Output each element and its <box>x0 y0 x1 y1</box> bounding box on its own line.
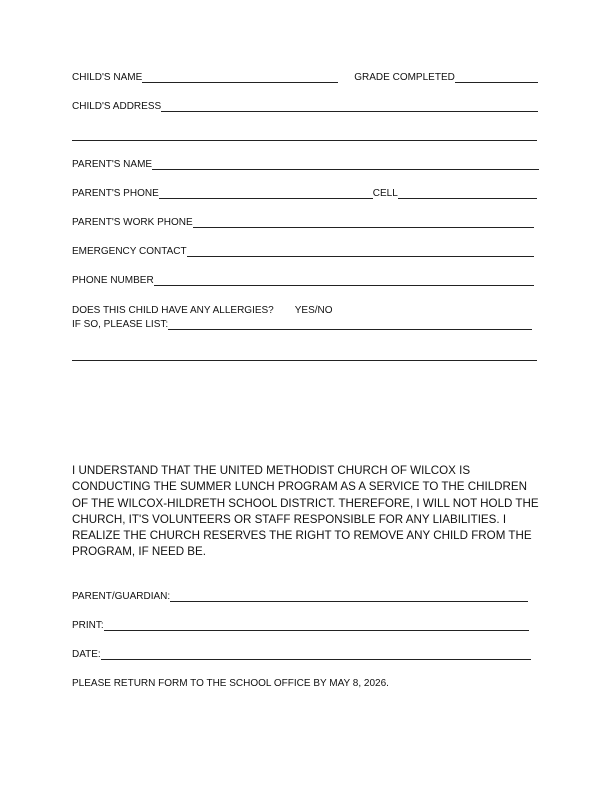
print-row <box>72 620 529 632</box>
print-field[interactable] <box>104 620 529 631</box>
allergies-list-label: IF SO, PLEASE LIST: <box>72 319 169 330</box>
allergies-list-field-2[interactable] <box>72 350 537 361</box>
parent-name-field[interactable] <box>152 159 539 170</box>
child-name-row <box>72 72 538 84</box>
child-address-row-2 <box>72 130 537 142</box>
child-address-row <box>72 101 538 113</box>
work-phone-label: PARENT'S WORK PHONE <box>72 217 193 228</box>
waiver-text: I UNDERSTAND THAT THE UNITED METHODIST CHURCH OF WILCOX IS CONDUCTING THE SUMMER LUNCH PROGRAM AS A SERVICE TO THE CHILDREN OF THE WILCOX-HILDRETH SCHOOL DISTRICT. THEREFORE, I WILL NOT HOLD THE CHURCH, IT'S VOLUNTEERS OR STAFF RESPONSIBLE FOR ANY LIABILITIES. I REALIZE THE CHURCH RESERVES THE RIGHT TO REMOVE ANY CHILD FROM THE PROGRAM, IF NEED BE. <box>72 464 539 559</box>
grade-completed-field[interactable] <box>455 72 538 83</box>
work-phone-row <box>72 217 534 229</box>
return-note: PLEASE RETURN FORM TO THE SCHOOL OFFICE BY MAY 8, 2026. <box>72 678 389 689</box>
cell-label: CELL <box>372 188 398 199</box>
phone-number-field[interactable] <box>154 275 534 286</box>
parent-name-row <box>72 159 539 171</box>
date-field[interactable] <box>101 649 531 660</box>
child-address-label: CHILD'S ADDRESS <box>72 101 162 112</box>
emergency-contact-label: EMERGENCY CONTACT <box>72 246 187 257</box>
parent-guardian-field[interactable] <box>170 591 528 602</box>
allergies-list-row-2 <box>72 350 537 362</box>
cell-field[interactable] <box>398 188 537 199</box>
allergies-question: DOES THIS CHILD HAVE ANY ALLERGIES? <box>72 305 274 316</box>
parent-guardian-row <box>72 591 528 603</box>
phone-number-label: PHONE NUMBER <box>72 275 154 286</box>
date-row <box>72 649 531 661</box>
emergency-contact-row <box>72 246 534 258</box>
child-name-label: CHILD'S NAME <box>72 72 143 83</box>
child-name-field[interactable] <box>142 72 338 83</box>
allergies-list-field[interactable] <box>168 319 532 330</box>
allergies-yes-no[interactable]: YES/NO <box>294 305 333 316</box>
parent-phone-row <box>72 188 537 200</box>
parent-guardian-label: PARENT/GUARDIAN: <box>72 591 171 602</box>
print-label: PRINT: <box>72 620 104 631</box>
parent-phone-field[interactable] <box>159 188 373 199</box>
parent-phone-label: PARENT'S PHONE <box>72 188 159 199</box>
allergies-list-row <box>72 319 532 331</box>
child-address-field[interactable] <box>161 101 538 112</box>
date-label: DATE: <box>72 649 101 660</box>
grade-completed-label: GRADE COMPLETED <box>354 72 455 83</box>
phone-number-row <box>72 275 534 287</box>
allergies-question-row <box>72 305 333 317</box>
work-phone-field[interactable] <box>193 217 534 228</box>
child-address-field-2[interactable] <box>72 130 537 141</box>
emergency-contact-field[interactable] <box>187 246 534 257</box>
parent-name-label: PARENT'S NAME <box>72 159 153 170</box>
